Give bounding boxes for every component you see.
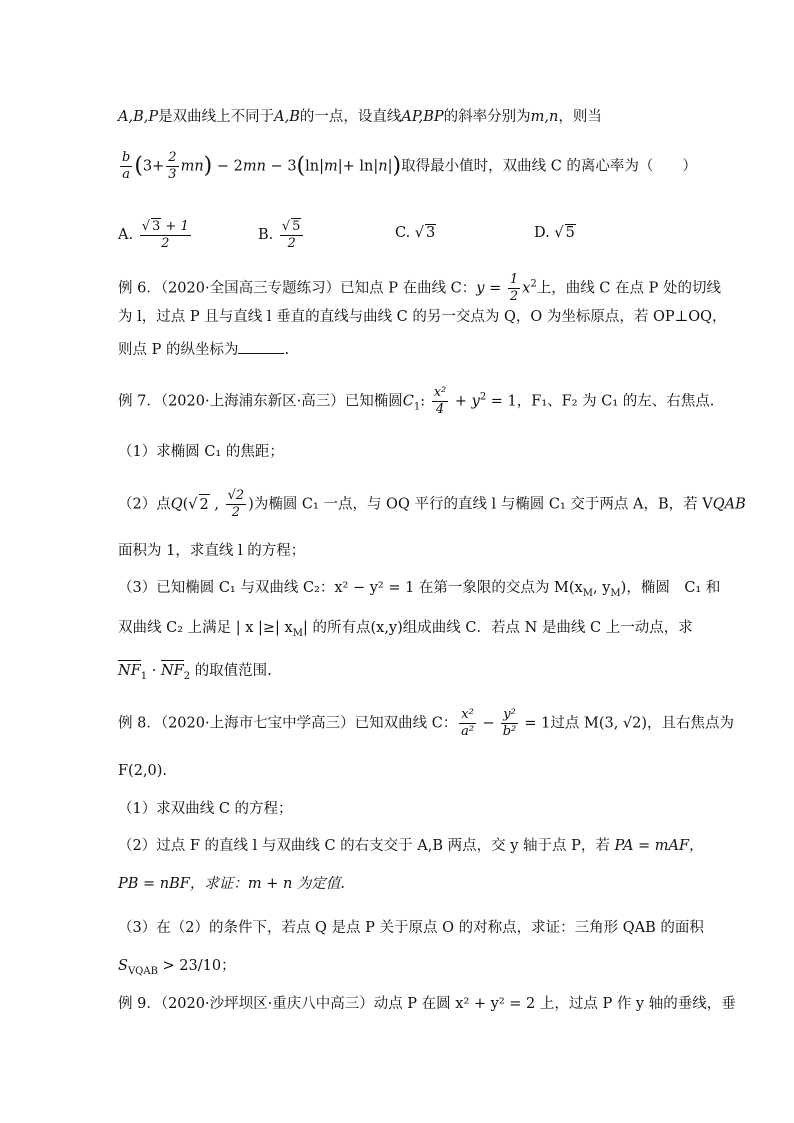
- option-d: D. √ 5: [534, 225, 575, 241]
- ex7-part-3-end: $NF_1 \cdot NF_2$ 的取值范围.: [118, 660, 272, 687]
- ex7-part-2: （2）点Q(√ 2 , $\frac{√2}{2}$ )为椭圆 C₁ 一点，与 OQ 平行的直线 l 与椭圆 C₁ 交于两点 A，B，若 VQAB: [118, 488, 746, 520]
- ex8-part-3: （3）在（2）的条件下，若点 Q 是点 P 关于原点 O 的对称点，求证：三角形 QAB 的面积: [118, 920, 704, 936]
- ex7-part-1: （1）求椭圆 C₁ 的焦距；: [118, 444, 284, 460]
- q5-line-2: $\frac{b}{a}$ (3+ $\frac{2}{3}$ mn) − 2mn − 3(ln|m|+ ln|n|)取得最小值时，双曲线 C 的离心率为（ ）: [122, 150, 697, 182]
- fraction-b-over-a: $\frac{b}{a}$: [122, 150, 131, 182]
- ex8-part-3-cont: $S_{VQAB} > 23/10$；: [118, 958, 236, 977]
- ex7-part-2-cont: 面积为 1，求直线 l 的方程；: [118, 543, 306, 559]
- ex7-line-1: 例 7．（2020·上海浦东新区·高三）已知椭圆$C_1$: $\frac{\text{x²}}{4}$ + $y^2 = 1$，F₁、F₂ 为 C₁ 的左、右焦点.: [118, 385, 715, 417]
- ex9-line-1: 例 9．（2020·沙坪坝区·重庆八中高三）动点 P 在圆 x² + y² = 2 上，过点 P 作 y 轴的垂线，垂: [118, 996, 736, 1012]
- option-b: B. $\frac{√ 5}{2}$: [258, 218, 305, 252]
- q5-line-1: A,B,P是双曲线上不同于A,B的一点，设直线AP,BP的斜率分别为m,n，则当: [118, 109, 602, 125]
- option-c: C. √ 3: [395, 225, 436, 241]
- ex8-part-2: （2）过点 F 的直线 l 与双曲线 C 的右支交于 A,B 两点，交 y 轴于点 P，若 PA = mAF，: [118, 838, 704, 854]
- answer-blank: [238, 353, 284, 354]
- ex6-line-3: 则点 P 的纵坐标为 .: [118, 342, 290, 358]
- option-a: A. $\frac{√ 3 + 1}{2}$: [118, 219, 189, 251]
- ex8-part-1: （1）求双曲线 C 的方程；: [118, 801, 293, 817]
- ex6-line-1: 例 6．（2020·全国高三专题练习）已知点 P 在曲线 C：y = $\frac{1}{2}$ $x^2$上，曲线 C 在点 P 处的切线: [118, 272, 721, 304]
- ex6-line-2: 为 l，过点 P 且与直线 l 垂直的直线与曲线 C 的另一交点为 Q，O 为坐标原点，若 OP⊥OQ，: [118, 309, 727, 325]
- ex7-part-3-cont: 双曲线 C₂ 上满足 | x |≥| $x_M|$ 的所有点(x,y)组成曲线 C．若点 N 是曲线 C 上一动点，求: [118, 620, 693, 639]
- ex8-focus: F(2,0).: [118, 763, 168, 779]
- ex8-part-2-cont: PB = nBF，求证：m + n 为定值.: [118, 876, 346, 892]
- ex8-line-1: 例 8．（2020·上海市七宝中学高三）已知双曲线 C： $\frac{\text{x²}}{\text{a²}}$ − $\frac{\text{y²}}{\text{b²}}$ = 1过点 M(3, √2)，且右焦点为: [118, 707, 735, 739]
- ex7-part-3: （3）已知椭圆 C₁ 与双曲线 C₂：x² − y² = 1 在第一象限的交点为 $M(x_M$, $y_M$)，椭圆 C₁ 和: [118, 580, 721, 599]
